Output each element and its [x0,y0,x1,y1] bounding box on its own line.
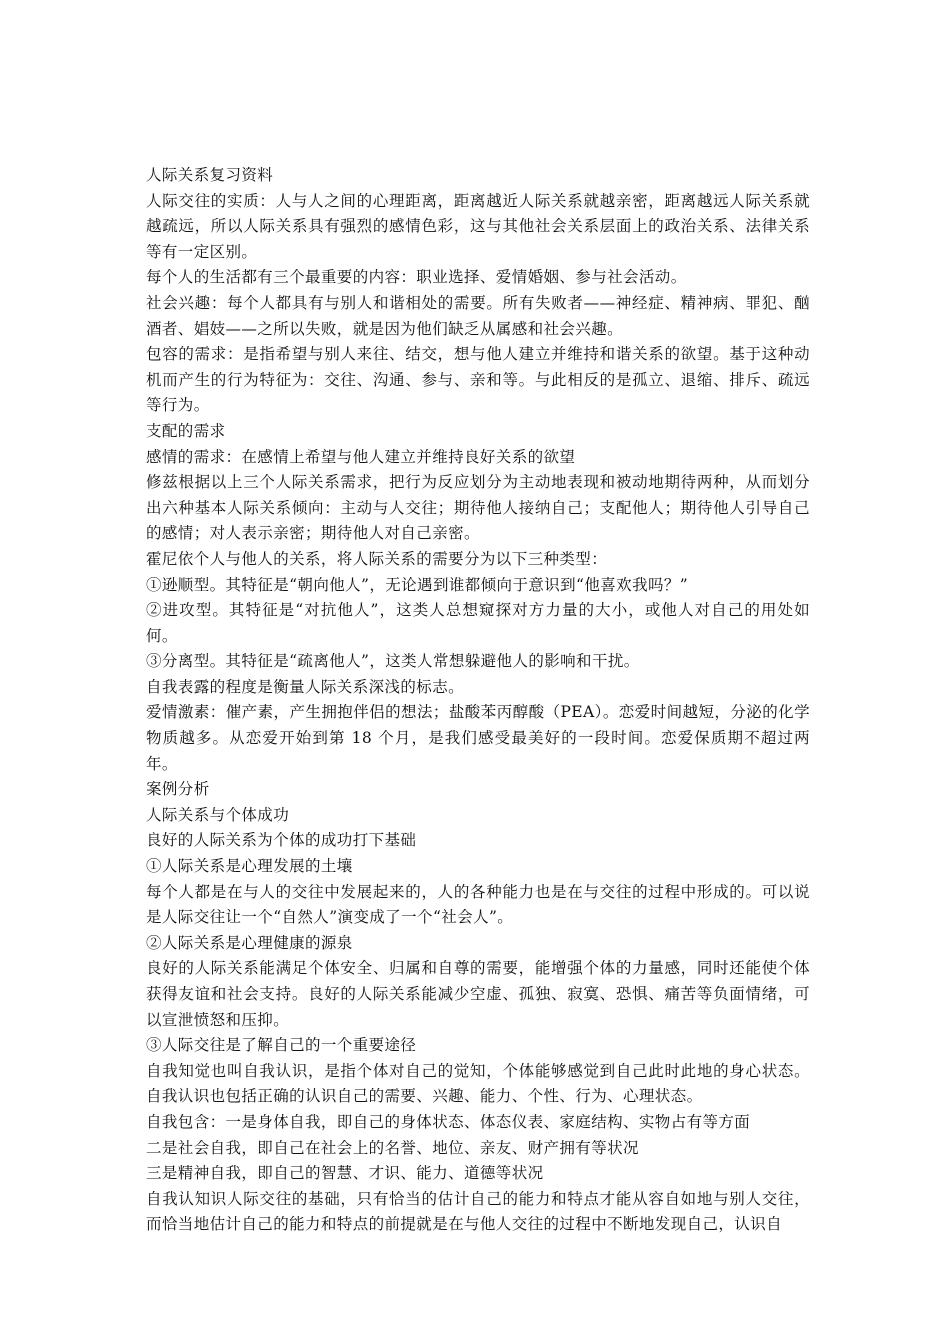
paragraph: 爱情激素：催产素，产生拥抱伴侣的想法；盐酸苯丙醇酸（PEA）。恋爱时间越短，分泌的化学物质越多。从恋爱开始到第 18 个月，是我们感受最美好的一段时间。恋爱保质期不超过两年。 [146,703,810,773]
paragraph: 自我认知识人际交往的基础，只有恰当的估计自己的能力和特点才能从容自如地与别人交往，而恰当地估计自己的能力和特点的前提就是在与他人交往的过程中不断地发现自己，认识自 [146,1189,810,1234]
paragraph: 二是社会自我，即自己在社会上的名誉、地位、亲友、财产拥有等状况 [146,1138,639,1157]
paragraph: 良好的人际关系能满足个体安全、归属和自尊的需要，能增强个体的力量感，同时还能使个体获得友谊和社会支持。良好的人际关系能减少空虚、孤独、寂寞、恐惧、痛苦等负面情绪，可以宣泄愤怒和压抑。 [146,959,810,1029]
paragraph: 社会兴趣：每个人都具有与别人和谐相处的需要。所有失败者——神经症、精神病、罪犯、酗酒者、娼妓——之所以失败，就是因为他们缺乏从属感和社会兴趣。 [146,293,810,338]
paragraph: 每个人的生活都有三个最重要的内容：职业选择、爱情婚姻、参与社会活动。 [146,268,687,287]
list-item-heading: ③人际交往是了解自己的一个重要途径 [146,1036,417,1055]
paragraph: 自我表露的程度是衡量人际关系深浅的标志。 [146,677,465,696]
paragraph: 每个人都是在与人的交往中发展起来的，人的各种能力也是在与交往的过程中形成的。可以说是人际交往让一个“自然人”演变成了一个“社会人”。 [146,882,810,927]
list-item-heading: ②人际关系是心理健康的源泉 [146,933,353,952]
paragraph: 人际交往的实质：人与人之间的心理距离，距离越近人际关系就越亲密，距离越远人际关系就越疏远，所以人际关系具有强烈的感情色彩，这与其他社会关系层面上的政治关系、法律关系等有一定区别。 [146,191,810,261]
section-heading: 案例分析 [146,780,210,799]
paragraph: ①逊顺型。其特征是“朝向他人”，无论遇到谁都倾向于意识到“他喜欢我吗？” [146,575,689,594]
paragraph: ③分离型。其特征是“疏离他人”，这类人常想躲避他人的影响和干扰。 [146,652,640,671]
document-body [146,163,810,1238]
paragraph: 感情的需求：在感情上希望与他人建立并维持良好关系的欲望 [146,447,576,466]
paragraph: 自我知觉也叫自我认识，是指个体对自己的觉知，个体能够感觉到自己此时此地的身心状态。自我认识也包括正确的认识自己的需要、兴趣、能力、个性、行为、心理状态。 [146,1061,810,1106]
paragraph: 良好的人际关系为个体的成功打下基础 [146,831,417,850]
paragraph: 包容的需求：是指希望与别人来往、结交，想与他人建立并维持和谐关系的欲望。基于这种动机而产生的行为特征为：交往、沟通、参与、亲和等。与此相反的是孤立、退缩、排斥、疏远等行为。 [146,345,810,415]
paragraph: ②进攻型。其特征是“对抗他人”，这类人总想窥探对方力量的大小，或他人对自己的用处如何。 [146,601,810,645]
paragraph: 修兹根据以上三个人际关系需求，把行为反应划分为主动地表现和被动地期待两种，从而划分出六种基本人际关系倾向：主动与人交往；期待他人接纳自己；支配他人；期待他人引导自己的感情；对人表示亲密；期待他人对自己亲密。 [146,473,810,543]
document-title: 人际关系复习资料 [146,166,274,184]
paragraph: 霍尼依个人与他人的关系，将人际关系的需要分为以下三种类型： [146,549,608,568]
section-heading: 人际关系与个体成功 [146,805,290,824]
list-item-heading: ①人际关系是心理发展的土壤 [146,857,353,876]
paragraph: 支配的需求 [146,421,226,440]
paragraph: 自我包含：一是身体自我，即自己的身体状态、体态仪表、家庭结构、实物占有等方面 [146,1112,751,1131]
paragraph: 三是精神自我，即自己的智慧、才识、能力、道德等状况 [146,1164,544,1183]
